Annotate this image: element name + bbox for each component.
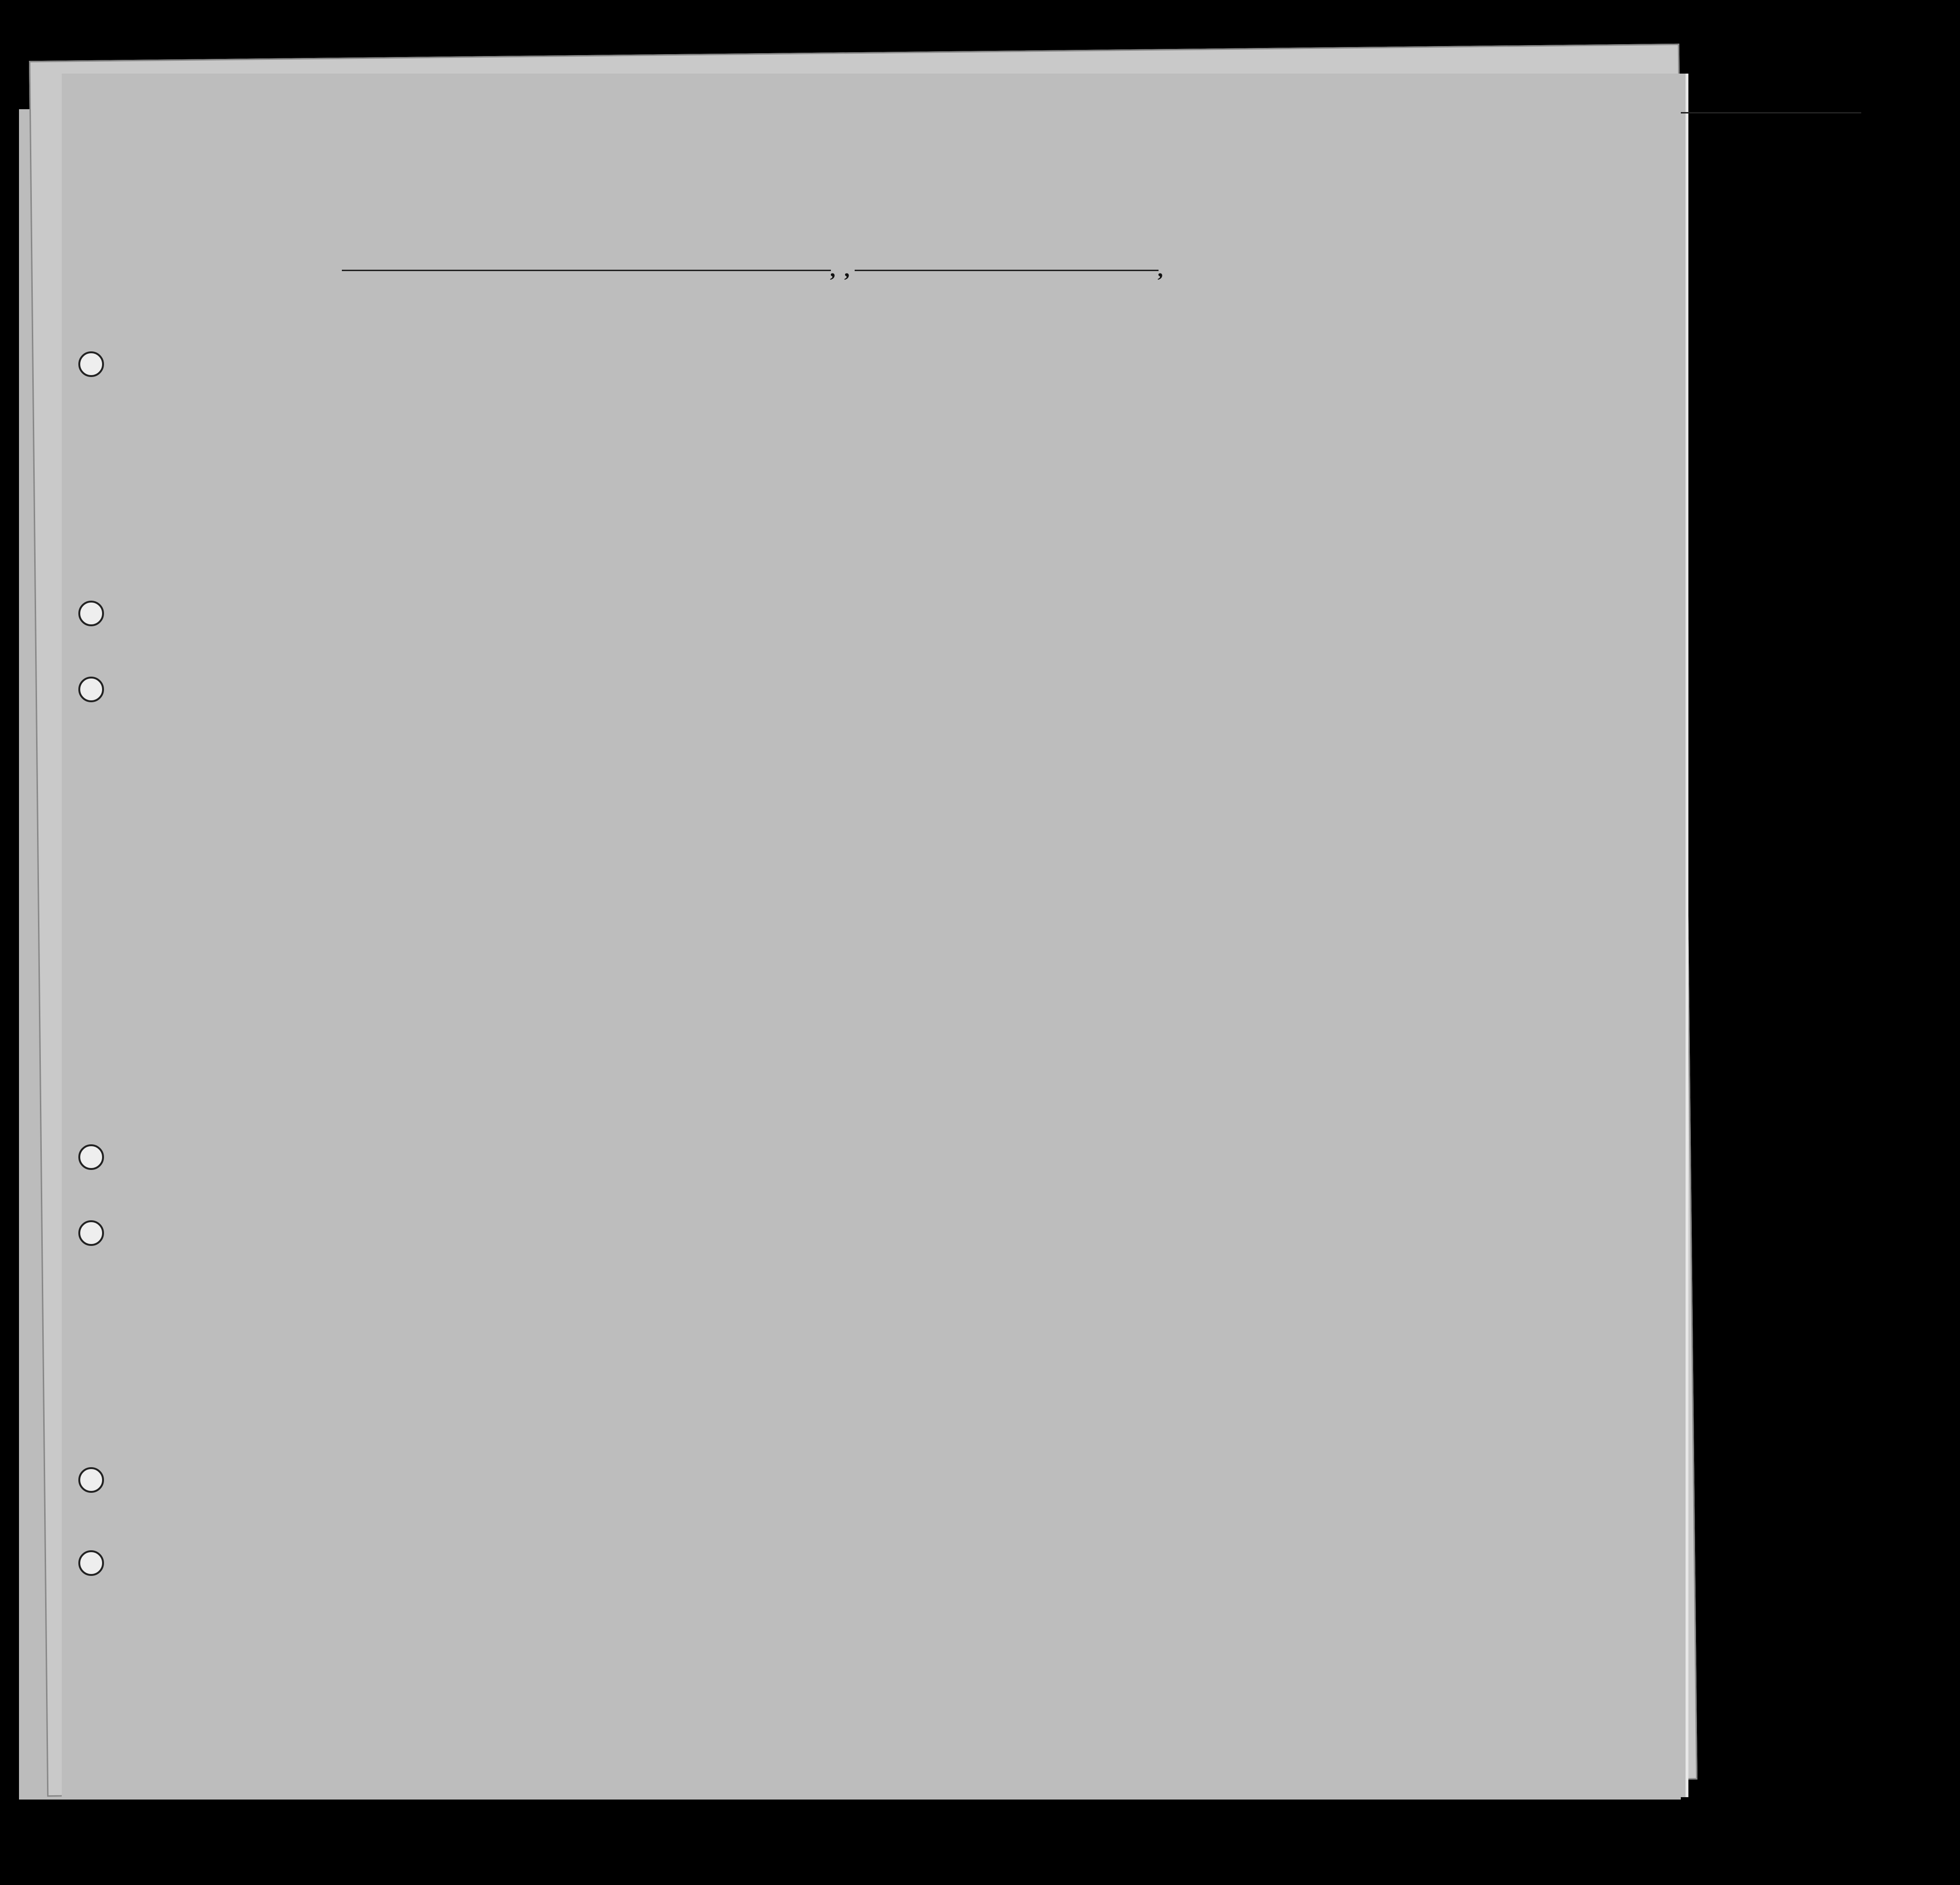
header-length-of-stay bbox=[1168, 351, 1201, 449]
header-offer-labor bbox=[1384, 332, 1420, 449]
header-become-citizen bbox=[1205, 351, 1238, 449]
header-overthrow bbox=[1337, 332, 1379, 449]
header-ticket bbox=[569, 335, 588, 453]
header-fifty-dollars bbox=[685, 332, 705, 456]
header-return bbox=[1131, 351, 1165, 449]
header-polygamist bbox=[1289, 332, 1308, 449]
comma-separator: , bbox=[1158, 257, 1163, 281]
comma-separator: , bbox=[830, 257, 836, 281]
comma-separator: , bbox=[844, 257, 850, 281]
header-arrested bbox=[1447, 332, 1466, 449]
header-prison bbox=[1242, 332, 1284, 449]
header-excluded bbox=[1424, 332, 1443, 449]
header-anarchist bbox=[1313, 332, 1332, 449]
